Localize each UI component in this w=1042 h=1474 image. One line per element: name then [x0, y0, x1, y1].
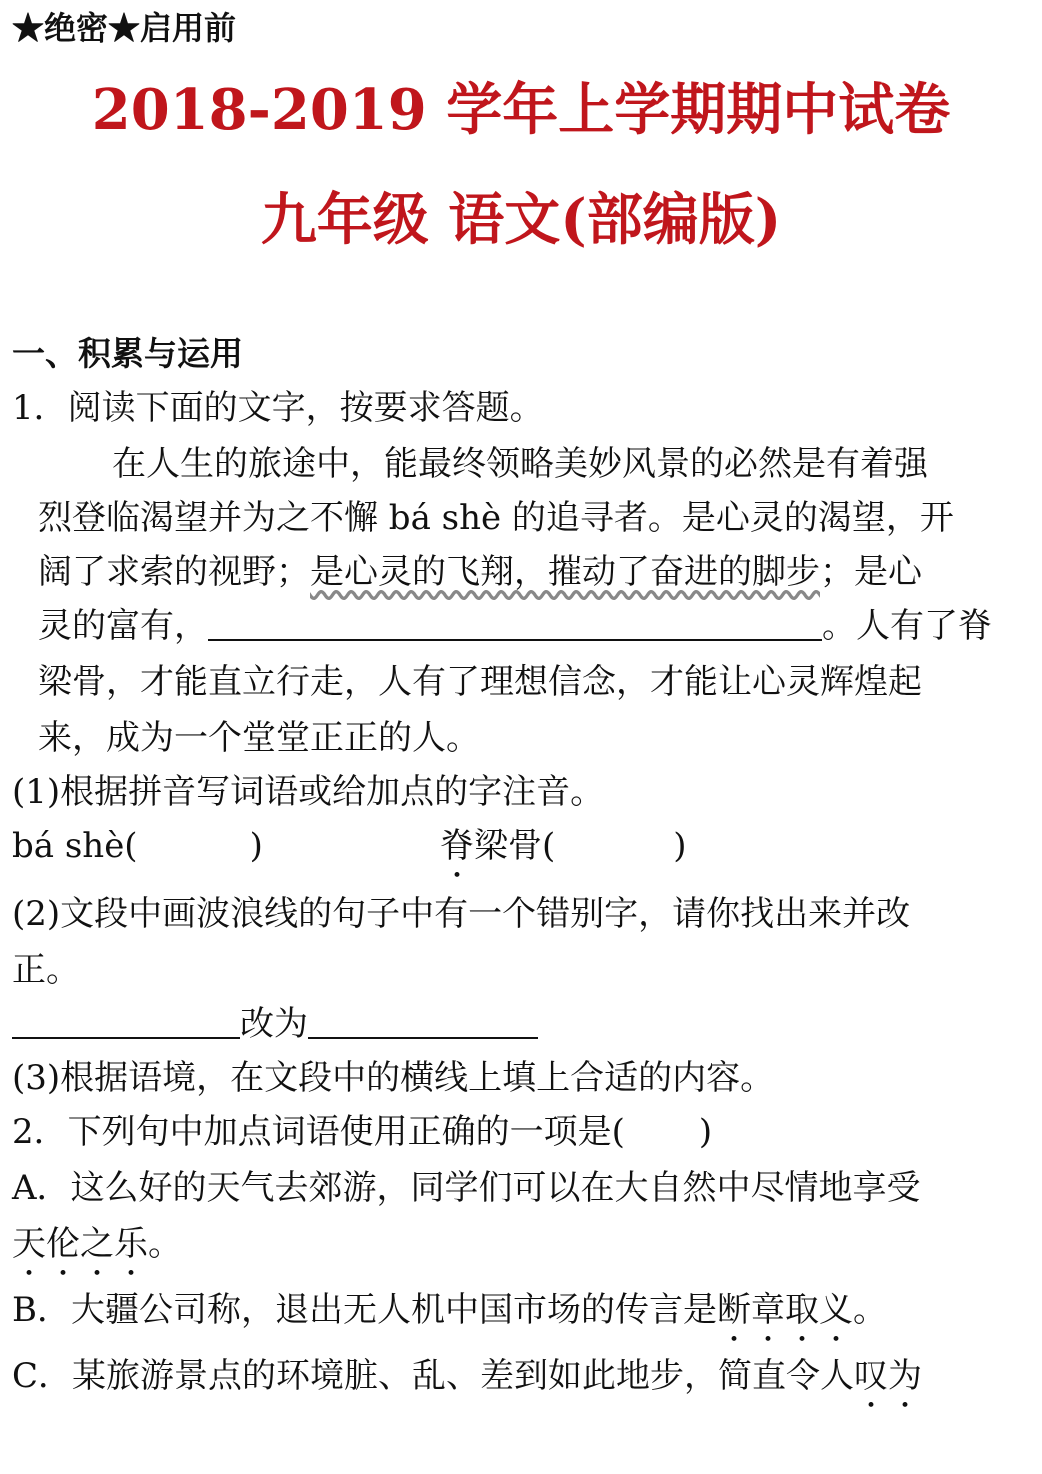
option-c	[12, 1356, 922, 1416]
option-text: B．大疆公司称，退出无人机中国市场的传言是	[12, 1290, 717, 1330]
option-text: C．某旅游景点的环境脏、乱、差到如此地步，简直令人	[12, 1356, 855, 1396]
confidential-label: ★绝密★启用前	[12, 9, 237, 47]
passage-line-4	[38, 606, 992, 646]
pinyin-answer	[12, 826, 263, 866]
option-text: 。	[148, 1224, 182, 1264]
sub-question-3: (3)根据语境，在文段中的横线上填上合适的内容。	[12, 1058, 775, 1098]
passage-line-5: 梁骨，才能直立行走，人有了理想信念，才能让心灵辉煌起	[38, 662, 922, 702]
exam-title: 2018-2019 学年上学期期中试卷	[91, 77, 951, 143]
dotted-word: 天伦之乐	[12, 1224, 148, 1264]
passage-text: 灵的富有，	[38, 606, 208, 646]
passage-text: 。人有了脊	[822, 606, 992, 646]
word-label: 梁骨(	[474, 826, 556, 866]
question-1-stem: 1．阅读下面的文字，按要求答题。	[12, 388, 544, 428]
close-paren: )	[698, 1112, 713, 1152]
option-a-cont	[12, 1224, 182, 1284]
passage-line-3	[38, 552, 922, 592]
close-paren: )	[249, 826, 263, 866]
passage-line-2: 烈登临渴望并为之不懈 bá shè 的追寻者。是心灵的渴望，开	[38, 498, 954, 538]
wavy-underlined-sentence: 是心灵的飞翔，摧动了奋进的脚步	[310, 552, 820, 592]
passage-text: ；是心	[820, 552, 922, 592]
answer-blank[interactable]	[208, 607, 822, 641]
option-a: A．这么好的天气去郊游，同学们可以在大自然中尽情地享受	[12, 1168, 921, 1208]
dotted-character: 脊	[440, 826, 474, 866]
sub-question-1: (1)根据拼音写词语或给加点的字注音。	[12, 772, 605, 812]
pinyin-label: bá shè(	[12, 826, 138, 866]
dotted-word: 断章取义	[716, 1290, 853, 1330]
close-paren: )	[673, 826, 687, 866]
exam-subtitle: 九年级 语文(部编版)	[260, 187, 782, 253]
option-b	[12, 1290, 887, 1350]
sub-question-2-cont: 正。	[12, 950, 80, 990]
passage-line-1: 在人生的旅途中，能最终领略美妙风景的必然是有着强	[112, 444, 928, 484]
section-heading: 一、积累与运用	[12, 334, 243, 373]
option-text: 。	[852, 1290, 887, 1330]
correction-line	[12, 1004, 538, 1044]
passage-line-6: 来，成为一个堂堂正正的人。	[38, 718, 480, 758]
annotation-answer	[440, 826, 687, 886]
passage-text: 阔了求索的视野；	[38, 552, 310, 592]
dotted-word: 叹为	[854, 1356, 923, 1396]
correct-char-blank[interactable]	[308, 1005, 538, 1039]
change-label: 改为	[240, 1004, 308, 1044]
question-2-text: 2．下列句中加点词语使用正确的一项是(	[12, 1112, 625, 1152]
wrong-char-blank[interactable]	[12, 1005, 240, 1039]
sub-question-2: (2)文段中画波浪线的句子中有一个错别字，请你找出来并改	[12, 894, 911, 934]
question-2-stem	[12, 1112, 712, 1152]
